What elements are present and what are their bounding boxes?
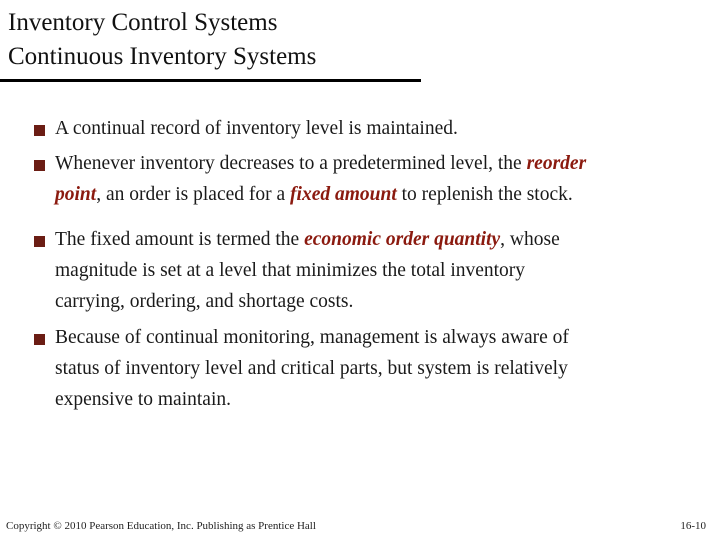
title-line-1: Inventory Control Systems — [8, 9, 278, 36]
bullet-text — [55, 148, 695, 210]
bullet-line: expensive to maintain. — [55, 389, 231, 410]
bullet-line: status of inventory level and critical parts, but system is relatively — [55, 358, 568, 379]
bullet-text-run: to replenish the stock. — [396, 184, 573, 205]
emphasis-economic-order-quantity: economic order quantity — [304, 229, 501, 250]
bullet-line: Because of continual monitoring, management is always aware of — [55, 327, 569, 348]
bullet-text-run: The fixed amount is termed the — [55, 229, 305, 250]
emphasis-point: point — [55, 184, 97, 205]
bullet-line — [55, 179, 695, 210]
bullet-text-run: , an order is placed for a — [96, 184, 291, 205]
bullet-line — [55, 148, 695, 179]
bullet-line: A continual record of inventory level is maintained. — [55, 118, 458, 139]
bullet-line: magnitude is set at a level that minimizes the total inventory — [55, 260, 526, 281]
emphasis-reorder: reorder — [526, 153, 587, 174]
copyright-notice: Copyright © 2010 Pearson Education, Inc. Publishing as Prentice Hall — [6, 520, 316, 532]
bullet-text-run: , whose — [500, 229, 560, 250]
bullet-text — [55, 113, 695, 144]
bullet-square-icon — [34, 125, 45, 136]
bullet-square-icon — [34, 160, 45, 171]
title-line-2: Continuous Inventory Systems — [8, 43, 317, 70]
bullet-text — [55, 224, 695, 317]
bullet-square-icon — [34, 334, 45, 345]
bullet-text — [55, 322, 695, 415]
page-number: 16-10 — [680, 520, 706, 532]
slide-title — [8, 6, 316, 74]
title-underline — [0, 79, 421, 82]
emphasis-fixed-amount: fixed amount — [290, 184, 397, 205]
bullet-text-run: Whenever inventory decreases to a predetermined level, the — [55, 153, 527, 174]
bullet-line — [55, 224, 695, 255]
bullet-line: carrying, ordering, and shortage costs. — [55, 291, 354, 312]
bullet-square-icon — [34, 236, 45, 247]
